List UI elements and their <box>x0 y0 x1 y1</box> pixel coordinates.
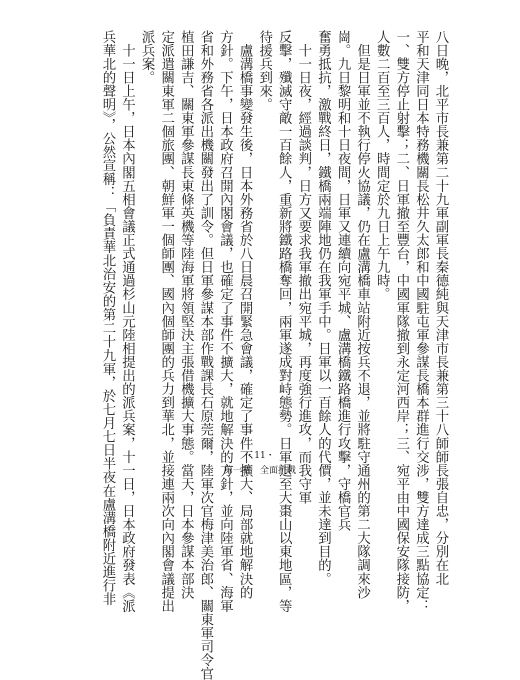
text-column: 定派遣關東軍二個旅團、朝鮮軍一個師團、國內個師團的兵力到華北，並接連兩次向內閣會議提出 <box>158 30 174 613</box>
text-column: 八日晚，北平市長兼第二十九軍副軍長秦德純與天津市長兼第三十八師師長張自忠，分別在北 <box>433 30 448 586</box>
text-column: 十一日上午，日本內閣五相會議正式通過杉山元陸相提出的派兵案，十一日，日本政府發表《派 <box>119 30 135 613</box>
text-column: 平和天津同日本特務機關長松井久太郎和中國駐屯軍參謀長橋本群進行交涉，雙方達成三點協定： <box>413 30 429 613</box>
text-column: 待援兵到來。 <box>256 30 272 112</box>
text-column: 崗。九日黎明和十日夜間，日軍又連續向宛平城、盧溝橋鐵路橋進行攻擊，守橋官兵 <box>335 30 351 532</box>
page-number: ・11・ <box>245 451 275 461</box>
text-column: 十一日夜，經過談判，日方又要求我軍撤出宛平城，再度強行進攻，而我守軍 <box>295 30 311 505</box>
text-column: 盧溝橋事變發生後，日本外務省於八日晨召開緊急會議，確定了事件不擴大、局部就地解決的 <box>237 30 253 600</box>
text-column: 植田謙吉、關東軍參謀長東條英機等陸海軍將領堅決主張借機擴大事態。當天，日本參謀本部決 <box>178 30 194 600</box>
text-column: 但是日軍並不執行停火協議，仍在盧溝橋車站附近按兵不退，並將駐守通州的第二大隊調來沙 <box>354 30 370 600</box>
text-column: 方針。下午，日本政府召開內閣會議，也確定了事件不擴大，就地解決的方針，並向陸軍省、海軍 <box>217 30 233 613</box>
text-column: 人數二百至三百人，時間定於九日上午九時。 <box>374 30 390 301</box>
text-column: 一、雙方停止射擊；二、日軍撤至豐台，中國軍隊撤到永定河西岸；三、宛平由中國保安隊接防， <box>393 30 409 613</box>
text-column: 派兵案。 <box>139 30 155 85</box>
text-column: 兵華北的聲明》，公然宣稱：「負責華北治安的第二十九軍，於七月七日半夜在盧溝橋附近進行非 <box>99 30 115 606</box>
running-footer: 第一章 全面抗戰 <box>223 466 296 476</box>
text-column: 反擊，殲滅守敵一百餘人，重新將鐵路橋奪回，兩軍遂成對峙態勢。日軍退至大棗山以東地區，等 <box>276 30 292 613</box>
text-column: 奮勇抵抗，激戰終日，鐵橋兩端陣地仍在我軍手中。日軍以一百餘人的代價，並未達到目的。 <box>315 30 331 586</box>
text-column: 省和外務省各派出機關發出了訓令。但日軍參謀本部作戰課長石原莞爾，陸軍次官梅津美治郎、關東軍司令官 <box>197 30 213 680</box>
